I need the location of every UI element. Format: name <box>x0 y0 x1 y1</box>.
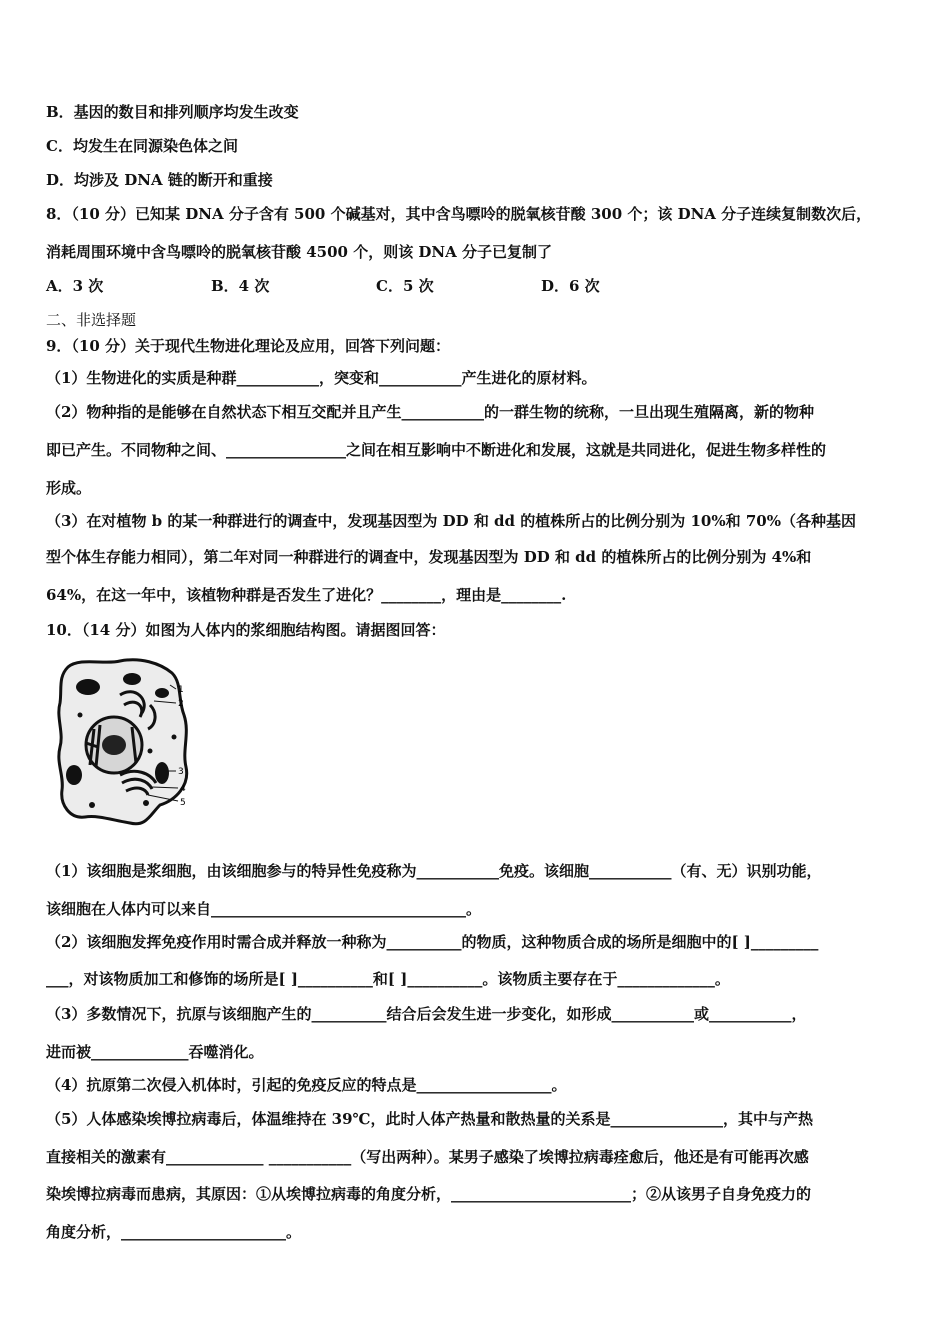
plasma-cell-figure <box>50 655 210 830</box>
q9-part3-line2: 型个体生存能力相同），第二年对同一种群进行的调查中，发现基因型为 DD 和 dd 的植株所占的比例分别为 4%和 <box>46 548 812 566</box>
q8-stem-line2: 消耗周围环境中含鸟嘌呤的脱氧核苷酸 4500 个，则该 DNA 分子已复制了 <box>46 243 552 261</box>
granule-5 <box>148 749 153 754</box>
q9-head: 9．（10 分）关于现代生物进化理论及应用，回答下列问题： <box>46 337 451 355</box>
q7-option-b: B．基因的数目和排列顺序均发生改变 <box>46 103 299 121</box>
mitochondrion-2 <box>155 762 169 784</box>
q10-part5-line2: 直接相关的激素有_____________ ___________（写出两种）。某男子感染了埃博拉病毒痊愈后，他还是有可能再次感 <box>46 1148 809 1166</box>
q10-part2-line1: （2）该细胞发挥免疫作用时需合成并释放一种称为__________的物质，这种物质合成的场所是细胞中的[ ]_________ <box>46 933 819 951</box>
q10-part5-line4: 角度分析，______________________。 <box>46 1223 302 1241</box>
section-heading-nonchoice: 二、非选择题 <box>46 311 137 329</box>
q8-option-b: B．4 次 <box>211 277 270 295</box>
label-3: 3 <box>178 767 184 777</box>
q7-option-d: D．均涉及 DNA 链的断开和重接 <box>46 171 273 189</box>
vesicle-2 <box>123 673 141 685</box>
mitochondrion-1 <box>66 765 82 785</box>
q10-part3-line1: （3）多数情况下，抗原与该细胞产生的__________结合后会发生进一步变化，如形成___________或___________， <box>46 1005 807 1023</box>
label-5: 5 <box>180 798 186 808</box>
vesicle-3 <box>155 688 169 698</box>
q10-part4: （4）抗原第二次侵入机体时，引起的免疫反应的特点是__________________。 <box>46 1076 567 1094</box>
nucleolus <box>102 735 126 755</box>
q9-part2-line1: （2）物种指的是能够在自然状态下相互交配并且产生___________的一群生物的统称，一旦出现生殖隔离，新的物种 <box>46 403 814 421</box>
q9-part2-line3: 形成。 <box>46 479 92 497</box>
q8-option-c: C．5 次 <box>376 277 434 295</box>
q9-part1: （1）生物进化的实质是种群___________，突变和___________产生进化的原材料。 <box>46 369 597 387</box>
q10-part3-line2: 进而被_____________吞噬消化。 <box>46 1043 264 1061</box>
q9-part2-line2: 即已产生。不同物种之间、________________之间在相互影响中不断进化和发展，这就是共同进化，促进生物多样性的 <box>46 441 827 459</box>
q10-part2-line2: ___，对该物质加工和修饰的场所是[ ]__________和[ ]__________。该物质主要存在于_____________。 <box>46 970 730 988</box>
label-1: 1 <box>178 685 184 695</box>
q10-part1-line2: 该细胞在人体内可以来自__________________________________。 <box>46 900 482 918</box>
granule-2 <box>89 802 95 808</box>
label-4: 4 <box>180 784 186 794</box>
vesicle-1 <box>76 679 100 695</box>
q9-part3-line3: 64%，在这一年中，该植物种群是否发生了进化？________，理由是________. <box>46 586 567 604</box>
q10-part5-line1: （5）人体感染埃博拉病毒后，体温维持在 39℃，此时人体产热量和散热量的关系是_______________，其中与产热 <box>46 1110 814 1128</box>
q9-part3-line1: （3）在对植物 b 的某一种群进行的调查中，发现基因型为 DD 和 dd 的植株所占的比例分别为 10%和 70%（各种基因 <box>46 512 856 530</box>
label-2: 2 <box>178 699 184 709</box>
q7-option-c: C．均发生在同源染色体之间 <box>46 137 238 155</box>
q8-stem-line1: 8．（10 分）已知某 DNA 分子含有 500 个碱基对，其中含鸟嘌呤的脱氧核苷酸 300 个；该 DNA 分子连续复制数次后， <box>46 205 872 223</box>
q8-option-a: A．3 次 <box>46 277 104 295</box>
q10-part5-line3: 染埃博拉病毒而患病，其原因：①从埃博拉病毒的角度分析，________________________；②从该男子自身免疫力的 <box>46 1185 812 1203</box>
granule-3 <box>172 735 177 740</box>
granule-4 <box>78 713 83 718</box>
granule-1 <box>143 800 149 806</box>
q8-option-d: D．6 次 <box>541 277 600 295</box>
q10-part1-line1: （1）该细胞是浆细胞，由该细胞参与的特异性免疫称为___________免疫。该细胞___________（有、无）识别功能， <box>46 862 822 880</box>
q10-head: 10．（14 分）如图为人体内的浆细胞结构图。请据图回答： <box>46 621 446 639</box>
